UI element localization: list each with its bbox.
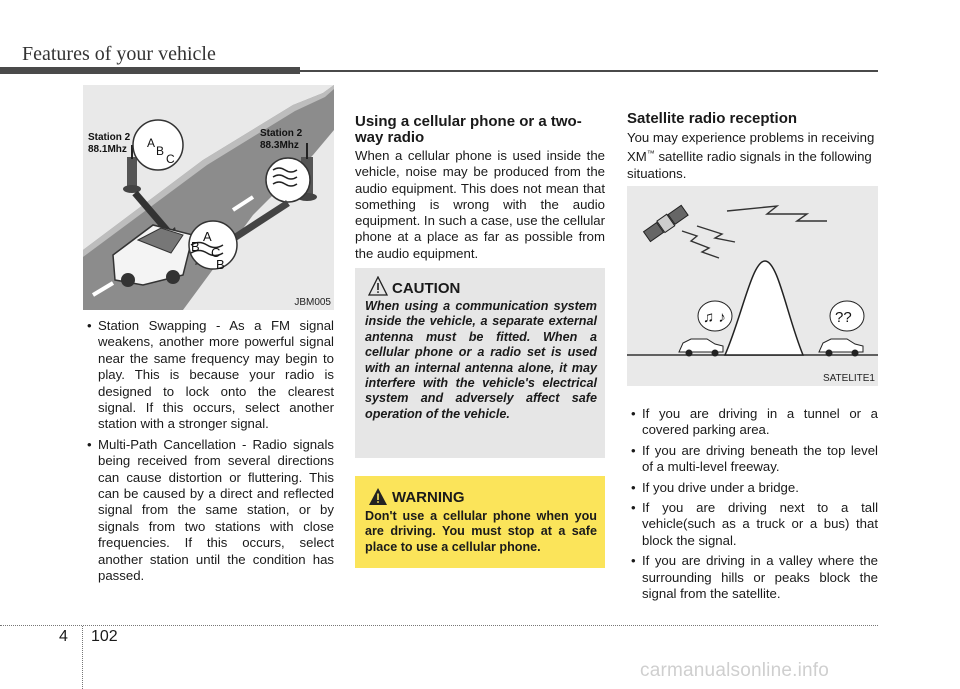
list-item: • Multi-Path Cancellation - Radio signals being received from several directions can cause distortion or fluttering. This can be caused by a direct and reflected signal from the same station, or by signals from two stations with close frequencies. If this occurs, select another station until the condition has passed. (83, 437, 334, 585)
letter-a: A (147, 136, 156, 150)
page-number: 102 (91, 628, 118, 645)
trademark-symbol: ™ (646, 149, 655, 159)
question-marks: ?? (835, 309, 852, 326)
reception-issues-list (627, 406, 878, 602)
car-letter-c: C (211, 245, 221, 260)
car-right (819, 339, 863, 357)
signal-bolt (727, 206, 827, 221)
station-left-freq: 88.1Mhz (88, 144, 127, 155)
music-notes-icon: ♫ ♪ (703, 309, 726, 326)
cellular-heading: Using a cellular phone or a two-way radio (355, 113, 582, 146)
signal-bubble-right (266, 158, 310, 202)
signal-bolt (682, 231, 719, 258)
figure-code: JBM005 (294, 297, 331, 308)
station-left-name: Station 2 (88, 132, 131, 143)
mountain (725, 261, 803, 355)
list-item: • If you are driving beneath the top level of a multi-level freeway. (627, 443, 878, 476)
page-header-title: Features of your vehicle (22, 43, 216, 65)
station-right-freq: 88.3Mhz (260, 140, 299, 151)
figure-station-swapping (83, 85, 334, 310)
satellite-illustration (627, 186, 878, 386)
letter-b: B (156, 144, 165, 158)
header-rule (300, 70, 878, 72)
warning-box (355, 476, 605, 568)
list-item: • If you are driving in a tunnel or a covered parking area. (627, 406, 878, 439)
figure-code: SATELITE1 (822, 373, 875, 384)
header-bar (0, 67, 300, 74)
caution-title: CAUTION (392, 280, 461, 297)
footer-divider (82, 626, 83, 689)
footer-rule (0, 625, 878, 626)
car-letter-a: A (203, 229, 212, 244)
right-column-text (627, 406, 878, 606)
satellite-paragraph: You may experience problems in receiving XM™ satellite radio signals in the following situations. (627, 130, 875, 181)
car-letter-b: B (191, 239, 200, 254)
warning-text: Don't use a cellular phone when you are driving. You must stop at a safe place to use a cellular phone. (365, 509, 597, 554)
station-swapping-illustration (83, 85, 334, 310)
satellite-icon (643, 205, 689, 243)
letter-c: C (166, 152, 175, 166)
radio-issues-list (83, 318, 334, 585)
caution-box (355, 268, 605, 458)
satellite-heading: Satellite radio reception (627, 110, 798, 127)
list-item: • Station Swapping - As a FM signal weakens, another more powerful signal near the same frequency may begin to play. This is because your radio is designed to lock onto the clearest signal. If this occurs, select another station with a stronger signal. (83, 318, 334, 433)
cellular-paragraph: When a cellular phone is used inside the vehicle, noise may be produced from the audio equipment. This does not mean that something is wrong with the audio equipment. In such a case, use the cellular phone at a place as far as possible from the audio equipment. (355, 148, 605, 261)
warning-title: WARNING (392, 489, 465, 506)
list-item: • If you are driving next to a tall vehicle(such as a truck or a bus) that block the signal. (627, 500, 878, 549)
watermark: carmanualsonline.info (640, 660, 830, 681)
car-letter-b2: B (216, 257, 225, 272)
station-right-name: Station 2 (260, 128, 303, 139)
warning-triangle-icon (368, 487, 388, 506)
left-column-text (83, 318, 334, 589)
caution-triangle-icon (368, 276, 388, 296)
list-item: • If you drive under a bridge. (627, 480, 878, 496)
caution-text: When using a communication system inside the vehicle, a separate external antenna must be fitted. When a cellular phone or a radio set is used with an internal antenna alone, it may interfere with the vehicle's electrical system and adversely affect safe operation of the vehicle. (365, 299, 597, 421)
figure-satellite-reception (627, 186, 878, 386)
car-left (679, 339, 723, 357)
chapter-number: 4 (59, 628, 68, 645)
signal-bolt (697, 226, 735, 242)
list-item: • If you are driving in a valley where the surrounding hills or peaks block the signal from the satellite. (627, 553, 878, 602)
